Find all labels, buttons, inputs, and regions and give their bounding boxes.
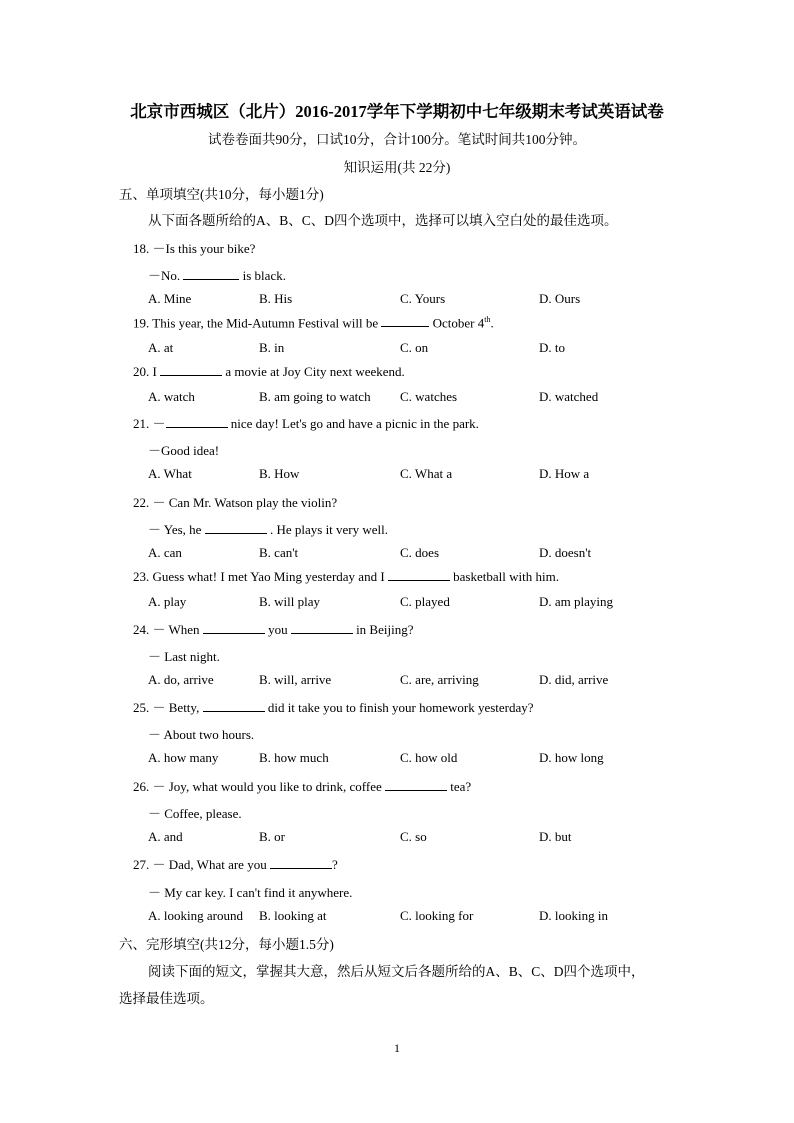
question-26-option-d: D. but [539,829,572,844]
question-24-option-c: C. are, arriving [400,672,479,687]
question-20-option-c: C. watches [400,389,458,404]
question-24-option-d: D. did, arrive [539,672,609,687]
answer-blank [291,622,353,634]
answer-blank [388,569,450,581]
question-26-option-c: C. so [400,829,427,844]
section5-heading: 五、单项填空(共10分，每小题1分) [119,187,324,202]
answer-blank [166,416,228,428]
question-18: 18. －Is this your bike? [133,241,256,256]
exam-title: 北京市西城区（北片）2016-2017学年下学期初中七年级期末考试英语试卷 [130,102,664,121]
question-27: 27. － Dad, What are you ? [133,857,338,872]
section6-heading: 六、完形填空(共12分，每小题1.5分) [119,937,334,952]
question-19-option-a: A. at [148,340,174,355]
question-20-option-d: D. watched [539,389,599,404]
question-19: 19. This year, the Mid-Autumn Festival will be October 4th. [133,315,494,331]
question-18-option-c: C. Yours [400,291,446,306]
question-19-option-c: C. on [400,340,429,355]
question-26-option-b: B. or [259,829,285,844]
question-21-option-c: C. What a [400,466,453,481]
answer-blank [183,268,239,280]
question-22-option-d: D. doesn't [539,545,592,560]
question-21-reply: －Good idea! [148,443,220,458]
question-25: 25. － Betty, did it take you to finish your homework yesterday? [133,700,534,715]
question-21-option-a: A. What [148,466,192,481]
question-27-option-d: D. looking in [539,908,608,923]
question-19-option-d: D. to [539,340,565,355]
question-21-option-d: D. How a [539,466,590,481]
section5-instructions: 从下面各题所给的A、B、C、D四个选项中，选择可以填入空白处的最佳选项。 [148,213,618,228]
question-23: 23. Guess what! I met Yao Ming yesterday and I basketball with him. [133,569,559,584]
question-24: 24. － When you in Beijing? [133,622,414,637]
question-25-option-d: D. how long [539,750,604,765]
page-number: 1 [394,1041,400,1055]
section6-instructions-line2: 选择最佳选项。 [119,991,214,1006]
answer-blank [270,857,332,869]
question-22-reply: － Yes, he . He plays it very well. [148,522,389,537]
question-21: 21. － nice day! Let's go and have a picnic in the park. [133,416,479,431]
part-heading: 知识运用(共 22分) [343,160,451,175]
section6-instructions-line1: 阅读下面的短文，掌握其大意，然后从短文后各题所给的A、B、C、D四个选项中， [148,964,645,979]
question-23-option-b: B. will play [259,594,321,609]
question-27-reply: － My car key. I can't find it anywhere. [148,885,353,900]
answer-blank [205,522,267,534]
question-22-option-b: B. can't [259,545,299,560]
question-24-reply: － Last night. [148,649,220,664]
question-26-reply: － Coffee, please. [148,806,242,821]
question-25-option-c: C. how old [400,750,458,765]
question-19-option-b: B. in [259,340,285,355]
question-18-option-a: A. Mine [148,291,192,306]
question-22-option-c: C. does [400,545,439,560]
answer-blank [381,315,429,327]
question-23-option-a: A. play [148,594,187,609]
exam-subtitle: 试卷卷面共90分，口试10分，合计100分。笔试时间共100分钟。 [208,132,586,147]
question-26: 26. － Joy, what would you like to drink, coffee tea? [133,779,472,794]
question-25-reply: － About two hours. [148,727,255,742]
question-18-reply: －No. is black. [148,268,286,283]
answer-blank [385,779,447,791]
question-27-option-c: C. looking for [400,908,474,923]
question-23-option-c: C. played [400,594,450,609]
question-24-option-b: B. will, arrive [259,672,332,687]
answer-blank [203,700,265,712]
question-27-option-a: A. looking around [148,908,243,923]
question-25-option-a: A. how many [148,750,219,765]
question-22: 22. － Can Mr. Watson play the violin? [133,495,338,510]
question-18-option-b: B. His [259,291,293,306]
question-24-option-a: A. do, arrive [148,672,214,687]
question-18-option-d: D. Ours [539,291,581,306]
answer-blank [203,622,265,634]
question-22-option-a: A. can [148,545,182,560]
question-23-option-d: D. am playing [539,594,614,609]
question-20-option-a: A. watch [148,389,195,404]
question-20: 20. I a movie at Joy City next weekend. [133,364,405,379]
question-20-option-b: B. am going to watch [259,389,371,404]
question-21-option-b: B. How [259,466,300,481]
answer-blank [160,364,222,376]
question-27-option-b: B. looking at [259,908,327,923]
question-26-option-a: A. and [148,829,183,844]
question-25-option-b: B. how much [259,750,329,765]
